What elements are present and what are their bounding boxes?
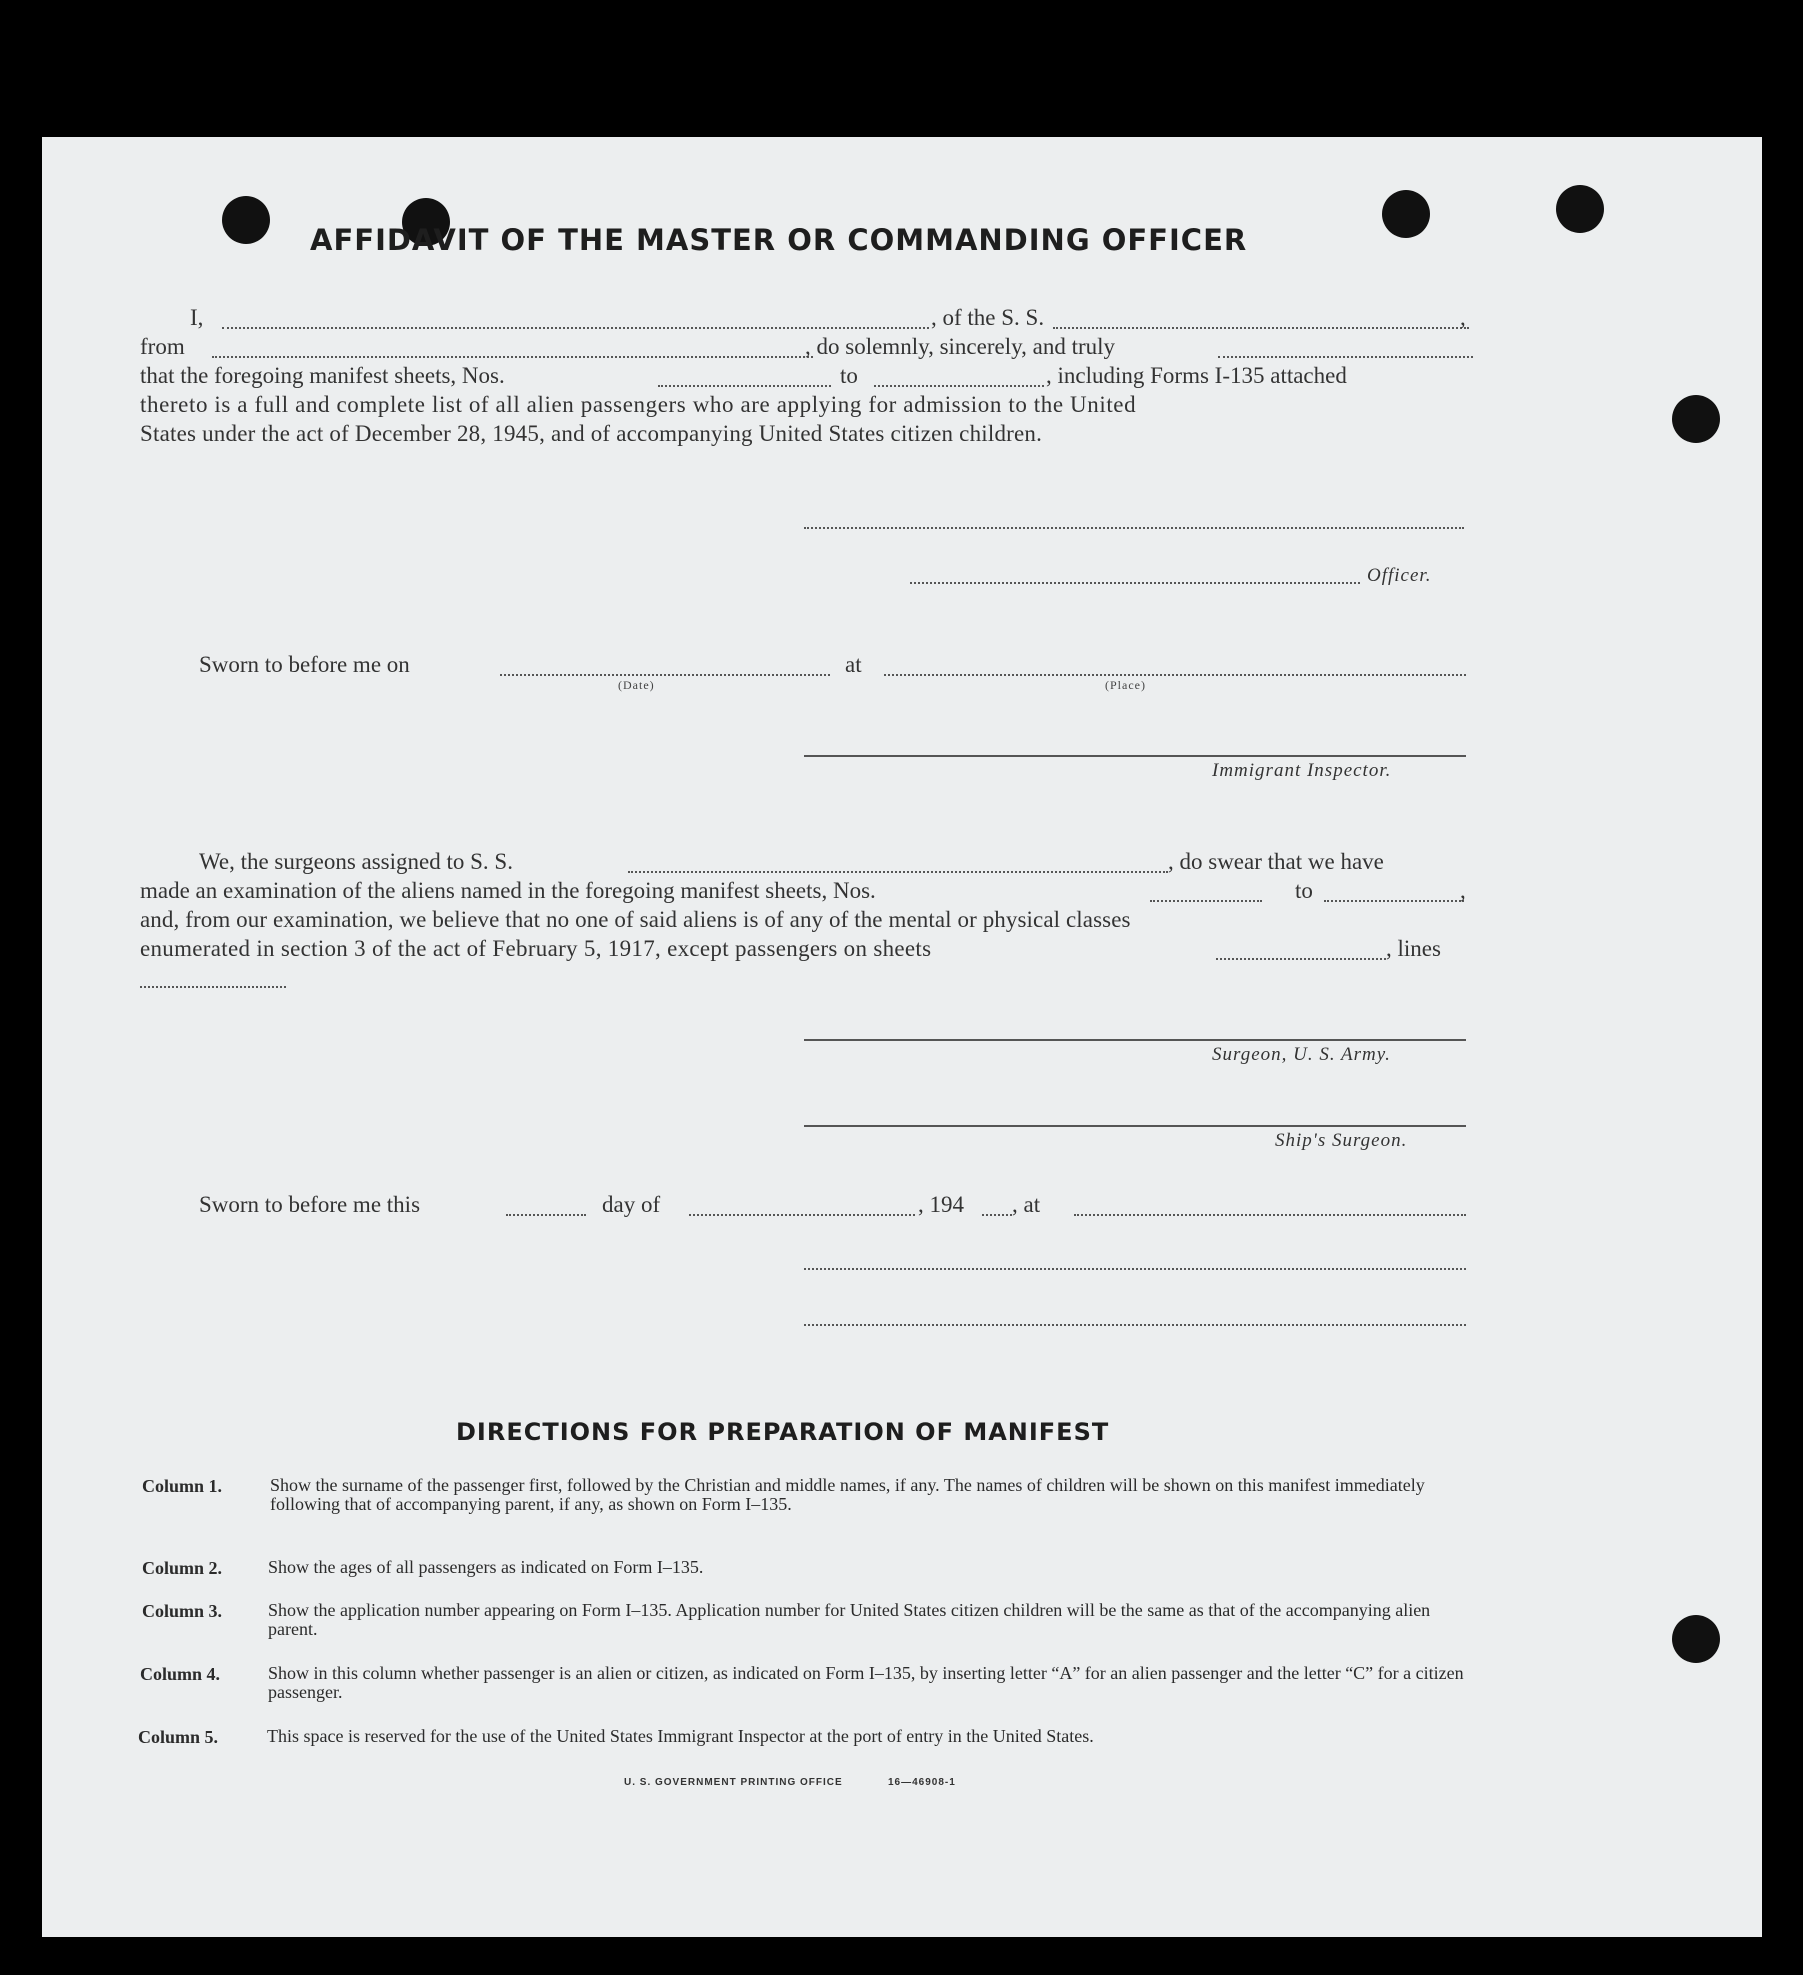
- column-4-label: Column 4.: [140, 1664, 221, 1684]
- date-caption: (Date): [618, 678, 655, 692]
- ship-name-field[interactable]: [1053, 327, 1469, 329]
- officer-caption: Officer.: [1367, 565, 1432, 586]
- ship-surgeon-signature-line[interactable]: [804, 1125, 1466, 1127]
- text: at: [845, 652, 862, 677]
- lines-field[interactable]: [140, 986, 286, 988]
- comma: ,: [1460, 878, 1466, 903]
- declare-field[interactable]: [1218, 356, 1473, 358]
- text: and, from our examination, we believe that no one of said aliens is of any of the mental or physical classes: [140, 907, 1131, 932]
- exam-sheets-to-field[interactable]: [1324, 900, 1464, 902]
- directions-title: DIRECTIONS FOR PREPARATION OF MANIFEST: [456, 1418, 1110, 1446]
- inspector-signature-line-2[interactable]: [804, 1268, 1466, 1270]
- column-5-label: Column 5.: [138, 1727, 219, 1747]
- sworn-date-field[interactable]: [500, 674, 830, 676]
- punch-hole: [222, 196, 270, 244]
- text: , do swear that we have: [1168, 849, 1384, 874]
- printer-imprint: U. S. GOVERNMENT PRINTING OFFICE: [624, 1777, 843, 1788]
- surgeons-ship-field[interactable]: [628, 871, 1168, 873]
- inspector-signature-line[interactable]: [804, 755, 1466, 757]
- inspector-title-line-2[interactable]: [804, 1324, 1466, 1326]
- text: , including Forms I-135 attached: [1046, 363, 1347, 388]
- army-surgeon-caption: Surgeon, U. S. Army.: [1212, 1044, 1391, 1065]
- text: , lines: [1386, 936, 1441, 961]
- column-3-label: Column 3.: [142, 1601, 223, 1621]
- form-code: 16—46908-1: [888, 1777, 956, 1788]
- text: We, the surgeons assigned to S. S.: [199, 849, 513, 874]
- text: to: [840, 363, 858, 388]
- text: I,: [190, 305, 204, 330]
- text: from: [140, 334, 185, 359]
- officer-signature-line[interactable]: [804, 527, 1464, 529]
- text: , at: [1012, 1192, 1041, 1217]
- sworn-month-field[interactable]: [689, 1214, 915, 1216]
- text: Sworn to before me this: [199, 1192, 421, 1217]
- officer-title-line[interactable]: [910, 582, 1360, 584]
- place-caption: (Place): [1105, 678, 1146, 692]
- sheets-from-field[interactable]: [658, 385, 831, 387]
- sheets-to-field[interactable]: [874, 385, 1044, 387]
- text: to: [1295, 878, 1313, 903]
- sworn-day-field[interactable]: [506, 1214, 586, 1216]
- affidavit-title: AFFIDAVIT OF THE MASTER OR COMMANDING OFFICER: [310, 223, 1248, 257]
- sworn-at-field[interactable]: [1074, 1214, 1466, 1216]
- punch-hole: [1672, 395, 1720, 443]
- from-field[interactable]: [212, 356, 813, 358]
- ship-surgeon-caption: Ship's Surgeon.: [1275, 1130, 1408, 1151]
- text: , do solemnly, sincerely, and truly: [805, 334, 1116, 359]
- sworn-year-field[interactable]: [982, 1214, 1012, 1216]
- text: enumerated in section 3 of the act of February 5, 1917, except passengers on sheets: [140, 936, 932, 961]
- text: thereto is a full and complete list of all alien passengers who are applying for admission to the United: [140, 392, 1137, 417]
- text: day of: [602, 1192, 661, 1217]
- column-2-text: Show the ages of all passengers as indicated on Form I–135.: [268, 1557, 704, 1577]
- punch-hole: [1672, 1615, 1720, 1663]
- inspector-caption: Immigrant Inspector.: [1212, 760, 1392, 781]
- exam-sheets-from-field[interactable]: [1150, 900, 1262, 902]
- text: made an examination of the aliens named in the foregoing manifest sheets, Nos.: [140, 878, 876, 903]
- column-5-text: This space is reserved for the use of the United States Immigrant Inspector at the port of entry in the United States.: [267, 1726, 1094, 1746]
- text: , 194: [918, 1192, 964, 1217]
- column-1-label: Column 1.: [142, 1476, 223, 1496]
- column-2-label: Column 2.: [142, 1558, 223, 1578]
- text: that the foregoing manifest sheets, Nos.: [140, 363, 505, 388]
- army-surgeon-signature-line[interactable]: [804, 1039, 1466, 1041]
- column-1-text: Show the surname of the passenger first, followed by the Christian and middle names, if any. The names of children will be shown on this manifest immediately following that of accompanying parent, if any, as shown on Form I–135.: [270, 1475, 1425, 1514]
- name-field[interactable]: [222, 327, 929, 329]
- form-sheet: [42, 137, 1762, 1937]
- punch-hole: [1556, 185, 1604, 233]
- comma: ,: [1460, 305, 1466, 330]
- text: Sworn to before me on: [199, 652, 410, 677]
- punch-hole: [1382, 190, 1430, 238]
- column-3-text: Show the application number appearing on Form I–135. Application number for United States citizen children will be the same as that of the accompanying alien parent.: [268, 1600, 1431, 1639]
- text: , of the S. S.: [931, 305, 1045, 330]
- sworn-place-field[interactable]: [884, 674, 1466, 676]
- column-4-text: Show in this column whether passenger is an alien or citizen, as indicated on Form I–135, by inserting letter “A” for an alien passenger and the letter “C” for a citizen passenger.: [268, 1663, 1464, 1702]
- text: States under the act of December 28, 1945, and of accompanying United States citizen children.: [140, 421, 1043, 446]
- except-sheets-field[interactable]: [1216, 958, 1386, 960]
